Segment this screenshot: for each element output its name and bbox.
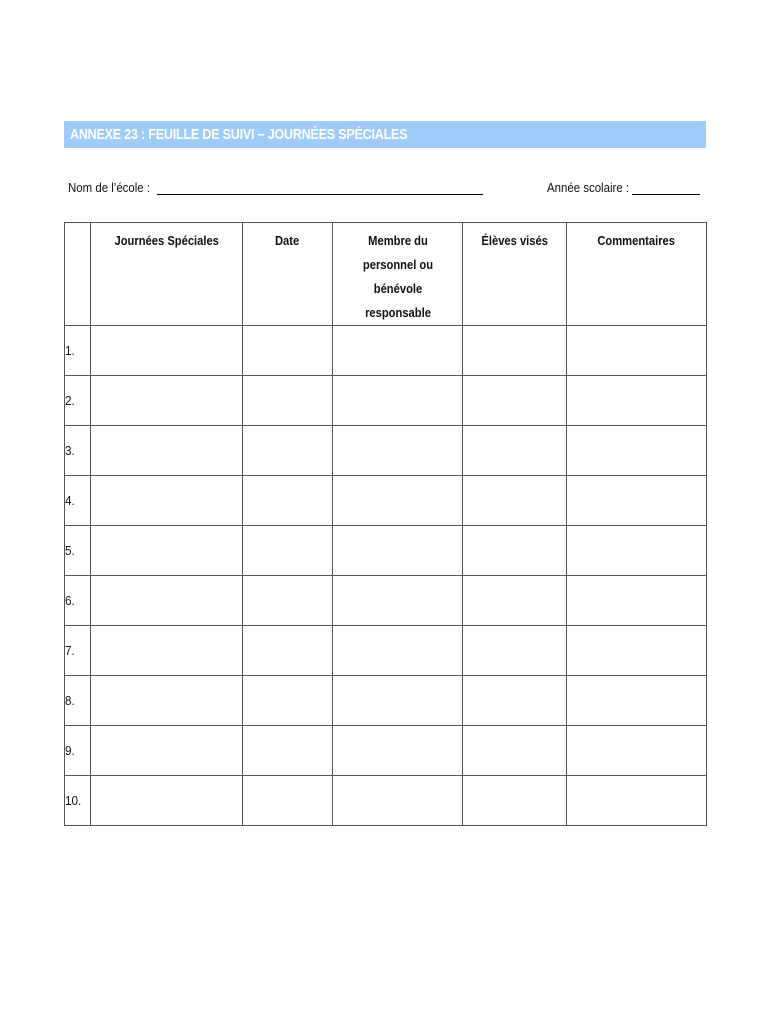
comments-cell[interactable]	[567, 626, 707, 676]
header-responsible-member: Membre du personnel ou bénévole responsable	[333, 223, 463, 326]
special-day-cell[interactable]	[91, 726, 243, 776]
students-cell[interactable]	[463, 476, 567, 526]
row-number: 1.	[65, 326, 91, 376]
special-day-cell[interactable]	[91, 526, 243, 576]
date-cell[interactable]	[243, 426, 333, 476]
table-row	[65, 476, 707, 526]
row-number: 4.	[65, 476, 91, 526]
date-cell[interactable]	[243, 376, 333, 426]
comments-cell[interactable]	[567, 326, 707, 376]
table-row	[65, 726, 707, 776]
responsible-cell[interactable]	[333, 626, 463, 676]
students-cell[interactable]	[463, 376, 567, 426]
school-year-input-line[interactable]	[632, 180, 700, 195]
comments-cell[interactable]	[567, 376, 707, 426]
responsible-cell[interactable]	[333, 726, 463, 776]
header-target-students: Élèves visés	[463, 223, 567, 326]
responsible-cell[interactable]	[333, 376, 463, 426]
comments-cell[interactable]	[567, 676, 707, 726]
header-date: Date	[243, 223, 333, 326]
row-number: 9.	[65, 726, 91, 776]
comments-cell[interactable]	[567, 726, 707, 776]
students-cell[interactable]	[463, 676, 567, 726]
school-year-field	[547, 180, 700, 195]
students-cell[interactable]	[463, 526, 567, 576]
header-comments: Commentaires	[567, 223, 707, 326]
header-special-days: Journées Spéciales	[91, 223, 243, 326]
date-cell[interactable]	[243, 726, 333, 776]
responsible-cell[interactable]	[333, 676, 463, 726]
school-year-label: Année scolaire :	[546, 180, 629, 195]
school-name-label: Nom de l’école :	[68, 180, 151, 195]
comments-cell[interactable]	[567, 776, 707, 826]
comments-cell[interactable]	[567, 526, 707, 576]
date-cell[interactable]	[243, 326, 333, 376]
special-day-cell[interactable]	[91, 426, 243, 476]
date-cell[interactable]	[243, 576, 333, 626]
responsible-cell[interactable]	[333, 576, 463, 626]
row-number: 3.	[65, 426, 91, 476]
special-day-cell[interactable]	[91, 376, 243, 426]
students-cell[interactable]	[463, 726, 567, 776]
date-cell[interactable]	[243, 626, 333, 676]
page-title: ANNEXE 23 : FEUILLE DE SUIVI – JOURNÉES SPÉCIALES	[70, 126, 408, 143]
table-row	[65, 576, 707, 626]
table-row	[65, 376, 707, 426]
table-row	[65, 526, 707, 576]
students-cell[interactable]	[463, 776, 567, 826]
date-cell[interactable]	[243, 676, 333, 726]
students-cell[interactable]	[463, 576, 567, 626]
school-name-input-line[interactable]	[157, 180, 483, 195]
row-number: 7.	[65, 626, 91, 676]
students-cell[interactable]	[463, 326, 567, 376]
table-row	[65, 626, 707, 676]
special-day-cell[interactable]	[91, 576, 243, 626]
header-number	[65, 223, 91, 326]
responsible-cell[interactable]	[333, 426, 463, 476]
students-cell[interactable]	[463, 626, 567, 676]
tracking-table	[64, 222, 707, 826]
responsible-cell[interactable]	[333, 476, 463, 526]
date-cell[interactable]	[243, 776, 333, 826]
special-day-cell[interactable]	[91, 326, 243, 376]
special-day-cell[interactable]	[91, 776, 243, 826]
row-number: 6.	[65, 576, 91, 626]
row-number: 8.	[65, 676, 91, 726]
row-number: 2.	[65, 376, 91, 426]
row-number: 5.	[65, 526, 91, 576]
date-cell[interactable]	[243, 526, 333, 576]
table-row	[65, 676, 707, 726]
header-fields	[68, 180, 700, 202]
table-body	[65, 326, 707, 826]
special-day-cell[interactable]	[91, 476, 243, 526]
table-row	[65, 776, 707, 826]
comments-cell[interactable]	[567, 426, 707, 476]
table-header-row	[65, 223, 707, 326]
special-day-cell[interactable]	[91, 626, 243, 676]
table-row	[65, 426, 707, 476]
table-row	[65, 326, 707, 376]
date-cell[interactable]	[243, 476, 333, 526]
comments-cell[interactable]	[567, 476, 707, 526]
responsible-cell[interactable]	[333, 326, 463, 376]
comments-cell[interactable]	[567, 576, 707, 626]
row-number: 10.	[65, 776, 91, 826]
title-banner	[64, 121, 706, 148]
responsible-cell[interactable]	[333, 526, 463, 576]
special-day-cell[interactable]	[91, 676, 243, 726]
school-name-field	[68, 180, 483, 195]
students-cell[interactable]	[463, 426, 567, 476]
responsible-cell[interactable]	[333, 776, 463, 826]
